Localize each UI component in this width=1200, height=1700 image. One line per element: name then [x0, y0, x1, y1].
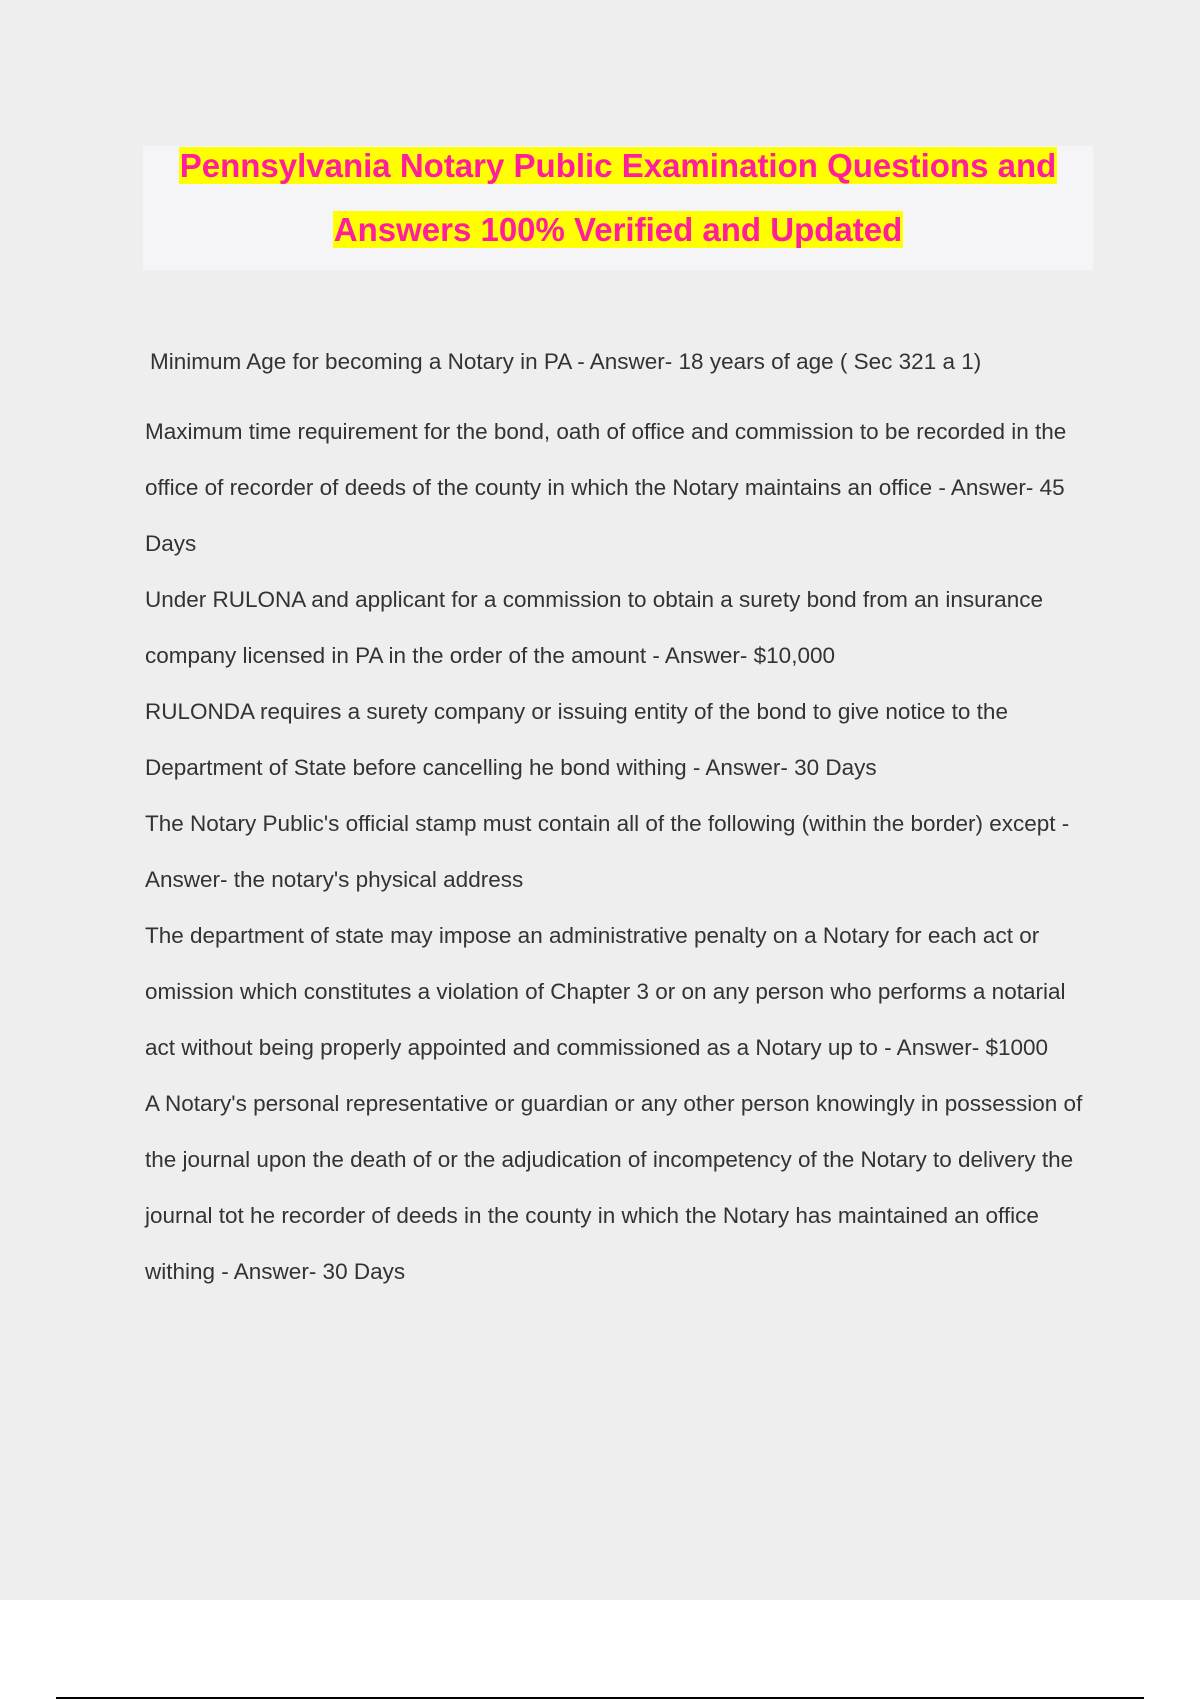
qa-item: RULONDA requires a surety company or issuing entity of the bond to give notice to the Department of State before cancelling he bond withing - Answer- 30 Days — [145, 699, 1008, 780]
qa-item: Under RULONA and applicant for a commission to obtain a surety bond from an insurance company licensed in PA in the order of the amount - Answer- $10,000 — [145, 587, 1043, 668]
qa-item: A Notary's personal representative or guardian or any other person knowingly in possession of the journal upon the death of or the adjudication of incompetency of the Notary to delivery the journal tot he recorder of deeds in the county in which the Notary has maintained an office withing - Answer- 30 Days — [145, 1091, 1083, 1284]
qa-item: Maximum time requirement for the bond, oath of office and commission to be recorded in the office of recorder of deeds of the county in which the Notary maintains an office - Answer- 45 Days — [145, 419, 1067, 556]
document-title-line-1: Pennsylvania Notary Public Examination Questions and — [179, 147, 1057, 184]
footer-divider — [56, 1697, 1144, 1699]
document-title-line-2: Answers 100% Verified and Updated — [333, 211, 903, 248]
qa-item: The Notary Public's official stamp must contain all of the following (within the border) except - Answer- the notary's physical address — [145, 811, 1070, 892]
qa-list — [145, 334, 1095, 1300]
qa-item: The department of state may impose an administrative penalty on a Notary for each act or omission which constitutes a violation of Chapter 3 or on any person who performs a notarial act without being properly appointed and commissioned as a Notary up to - Answer- $1000 — [145, 923, 1066, 1060]
qa-item: Minimum Age for becoming a Notary in PA - Answer- 18 years of age ( Sec 321 a 1) — [150, 349, 982, 374]
